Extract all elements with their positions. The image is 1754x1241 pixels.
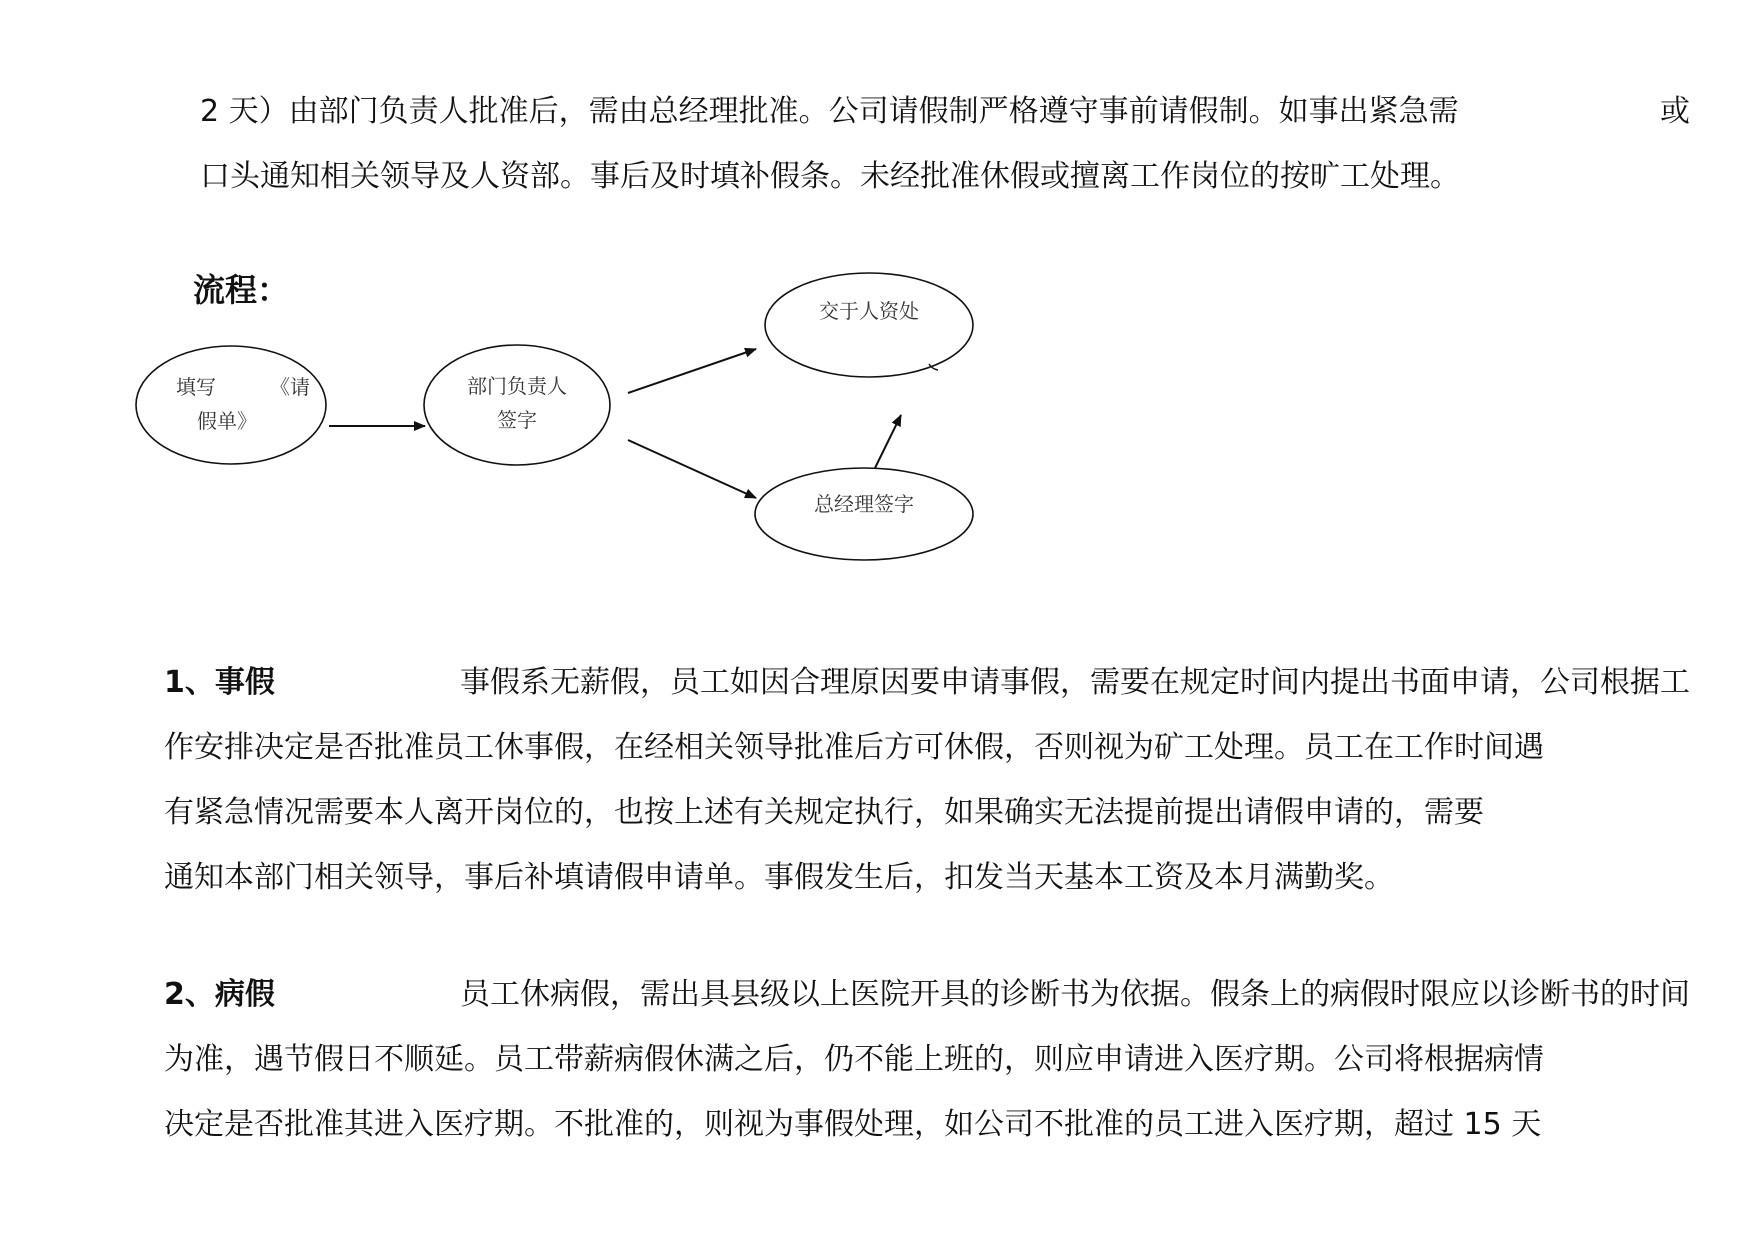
personal-leave-text-1: 事假系无薪假，员工如因合理原因要申请事假，需要在规定时间内提出书面申请，公司根据工 (460, 665, 1690, 700)
arrow-gm-to-hr (875, 415, 901, 468)
intro-line-2: 口头通知相关领导及人资部。事后及时填补假条。未经批准休假或擅离工作岗位的按旷工处理。 (200, 159, 1460, 194)
flow-heading: 流程： (193, 271, 290, 309)
node-hr (765, 273, 973, 377)
arrow-dept-to-hr (628, 349, 756, 393)
arrow-dept-to-gm (628, 440, 756, 498)
sick-leave-line-3: 决定是否批准其进入医疗期。不批准的，则视为事假处理，如公司不批准的员工进入医疗期，超过 15 天 (164, 1107, 1542, 1142)
sick-leave-text-1: 员工休病假，需出具县级以上医院开具的诊断书为依据。假条上的病假时限应以诊断书的时间 (460, 977, 1690, 1012)
node-dept-head-label-a: 部门负责人 (467, 374, 567, 398)
node-fill-form-label-a: 填写 (176, 375, 216, 399)
node-dept-head (424, 345, 610, 465)
node-fill-form (136, 346, 326, 464)
sick-leave-line-1 (164, 975, 1690, 1015)
personal-leave-line-3: 有紧急情况需要本人离开岗位的，也按上述有关规定执行，如果确实无法提前提出请假申请的，需要 (164, 795, 1484, 830)
node-dept-head-label-b: 签字 (497, 408, 537, 432)
personal-leave-title: 1、事假 (164, 665, 275, 700)
sick-leave-title: 2、病假 (164, 977, 275, 1012)
node-gm-label: 总经理签字 (814, 492, 914, 516)
leave-flowchart (0, 0, 1754, 620)
node-fill-form-label-c: 假单》 (197, 409, 257, 433)
node-gm (755, 468, 973, 560)
node-hr-label: 交于人资处 (819, 299, 919, 323)
intro-line-1-text: 2 天）由部门负责人批准后，需由总经理批准。公司请假制严格遵守事前请假制。如事出紧急需 (200, 94, 1459, 129)
personal-leave-line-1 (164, 663, 1690, 703)
sick-leave-line-2: 为准，遇节假日不顺延。员工带薪病假休满之后，仍不能上班的，则应申请进入医疗期。公司将根据病情 (164, 1042, 1544, 1077)
intro-line-1-end: 或 (1660, 94, 1690, 129)
personal-leave-line-2: 作安排决定是否批准员工休事假，在经相关领导批准后方可休假，否则视为矿工处理。员工在工作时间遇 (164, 730, 1544, 765)
personal-leave-line-4: 通知本部门相关领导，事后补填请假申请单。事假发生后，扣发当天基本工资及本月满勤奖。 (164, 860, 1394, 895)
node-fill-form-label-b: 《请 (270, 375, 310, 399)
